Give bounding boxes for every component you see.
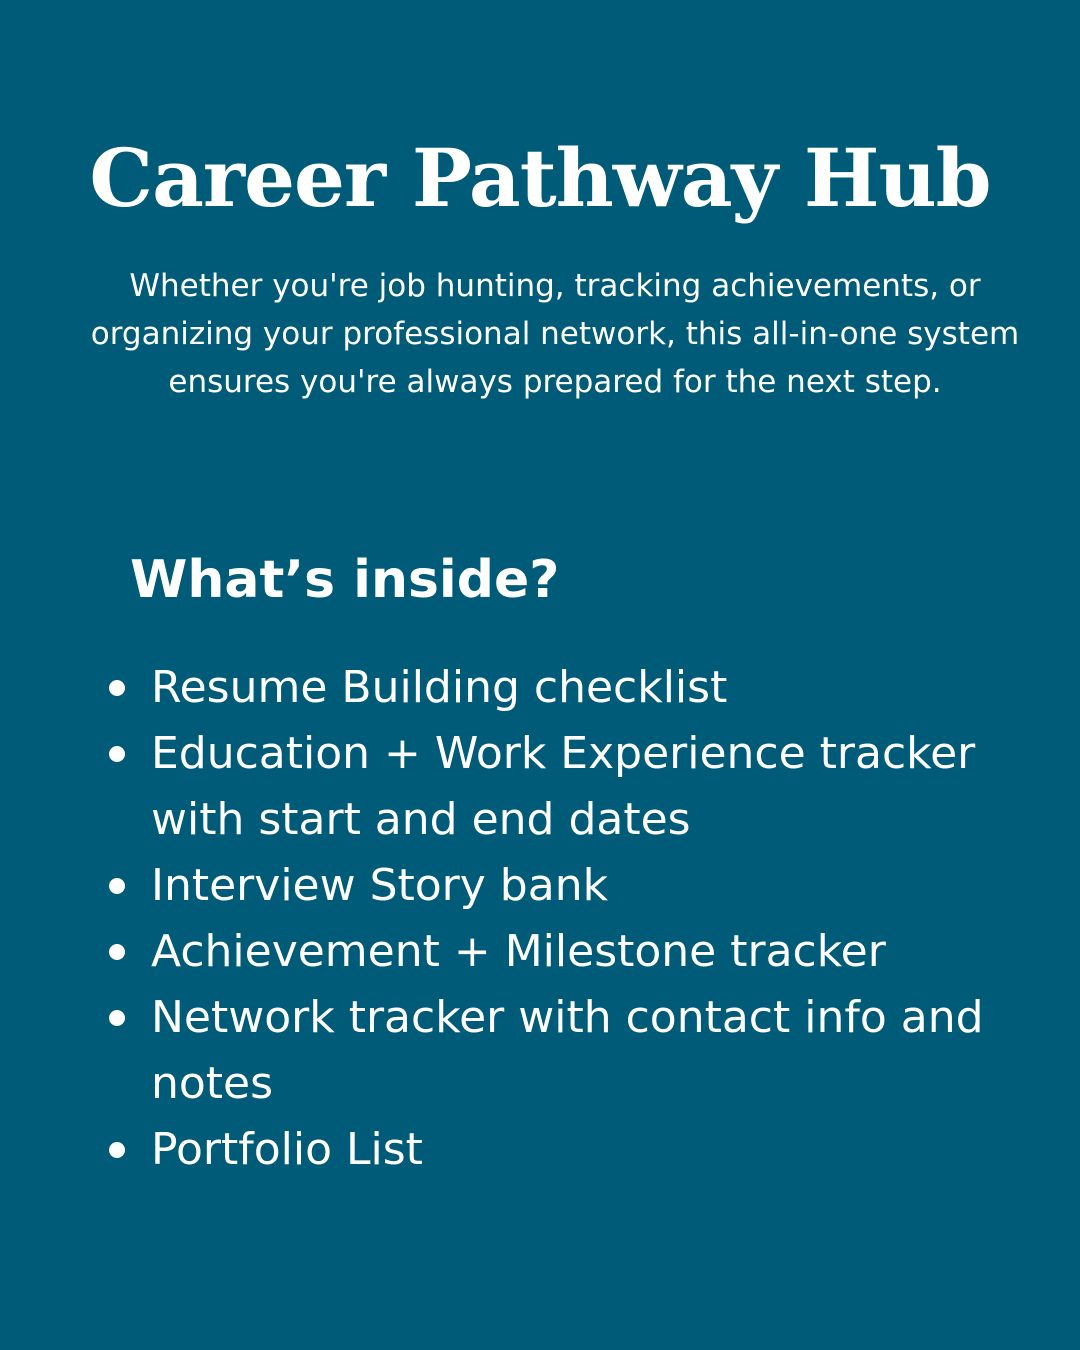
feature-item: [105, 985, 1055, 1117]
feature-list: [105, 655, 1055, 1183]
bullet-icon: [109, 746, 125, 762]
feature-label: Resume Building checklist: [151, 662, 728, 713]
intro-text: Whether you're job hunting, tracking achievements, or organizing your professional network, this all-in-one system ensures you're always prepared for the next step.: [90, 268, 1020, 400]
bullet-icon: [109, 944, 125, 960]
bullet-icon: [109, 878, 125, 894]
feature-item: [105, 721, 1055, 853]
bullet-icon: [109, 1142, 125, 1158]
feature-label: Network tracker with contact info and notes: [151, 992, 984, 1109]
bullet-icon: [109, 1010, 125, 1026]
feature-item: [105, 853, 1055, 919]
bullet-icon: [109, 680, 125, 696]
feature-label: Portfolio List: [151, 1124, 423, 1175]
feature-label: Education + Work Experience tracker with start and end dates: [151, 728, 976, 845]
page-title: Career Pathway Hub: [89, 131, 991, 225]
feature-label: Interview Story bank: [151, 860, 609, 911]
feature-item: [105, 919, 1055, 985]
feature-item: [105, 1117, 1055, 1183]
feature-label: Achievement + Milestone tracker: [151, 926, 886, 977]
feature-item: [105, 655, 1055, 721]
section-heading: What’s inside?: [130, 550, 560, 610]
